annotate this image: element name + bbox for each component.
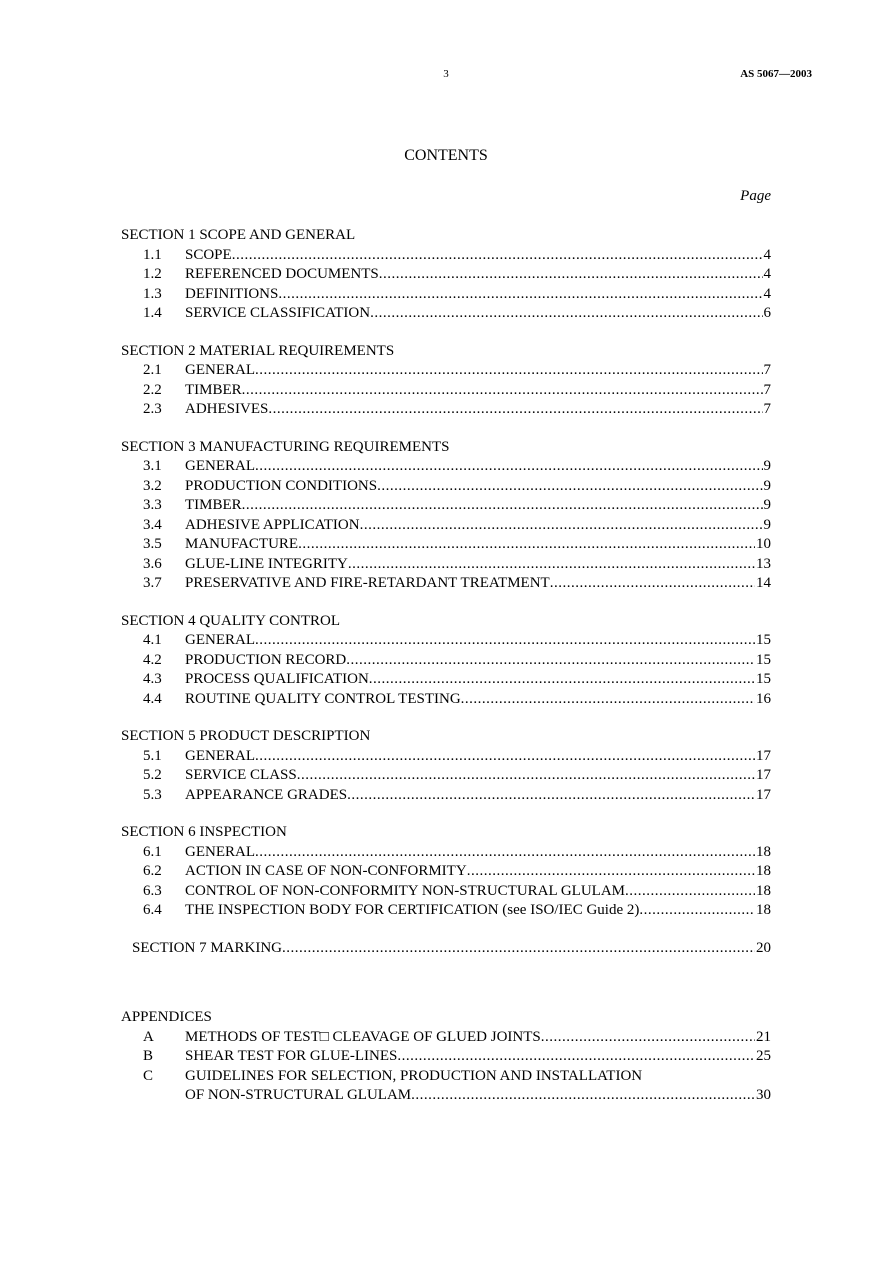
toc-entry[interactable]	[121, 574, 771, 594]
entry-label: SECTION 7 MARKING	[132, 939, 282, 956]
toc-entry[interactable]	[121, 381, 771, 401]
entry-page: 9	[763, 516, 771, 533]
leader-dots	[242, 496, 763, 516]
toc-entry[interactable]	[121, 265, 771, 285]
entry-number: 4.3	[143, 671, 162, 687]
entry-label: SERVICE CLASSIFICATION	[185, 305, 371, 321]
entry-page: 13	[756, 555, 771, 572]
leader-dots	[346, 651, 755, 671]
section-heading[interactable]: SECTION 6 INSPECTION	[121, 824, 287, 840]
page-column-label: Page	[740, 188, 771, 204]
entry-page: 15	[756, 651, 771, 668]
leader-dots	[379, 265, 763, 285]
entry-label-line-1: GUIDELINES FOR SELECTION, PRODUCTION AND INSTALLATION	[185, 1067, 643, 1084]
entry-label: ACTION IN CASE OF NON-CONFORMITY	[185, 863, 467, 879]
toc-entry[interactable]	[121, 457, 771, 477]
toc-entry[interactable]	[121, 670, 771, 690]
entry-number: 3.1	[143, 458, 162, 474]
entry-number: 1.2	[143, 266, 162, 282]
toc-entry[interactable]	[121, 304, 771, 324]
toc-entry[interactable]	[121, 477, 771, 497]
leader-dots	[282, 939, 755, 959]
leader-dots	[411, 1086, 755, 1106]
entry-page: 18	[756, 843, 771, 860]
entry-number: 2.3	[143, 401, 162, 417]
entry-label: GENERAL	[185, 843, 255, 860]
entry-page: 10	[756, 536, 771, 552]
entry-page: 4	[763, 246, 771, 263]
toc-entry[interactable]	[121, 862, 771, 882]
leader-dots	[268, 400, 762, 420]
entry-label: PRODUCTION RECORD	[185, 651, 347, 668]
entry-page: 18	[756, 882, 771, 899]
toc-entry[interactable]	[121, 766, 771, 786]
entry-label: GENERAL	[185, 747, 255, 764]
entry-number: 1.1	[143, 246, 162, 263]
toc-entry[interactable]	[121, 246, 771, 266]
toc-entry[interactable]	[121, 786, 771, 806]
entry-number: 4.2	[143, 651, 162, 668]
entry-label: SERVICE CLASS	[185, 767, 297, 783]
section-heading[interactable]: SECTION 4 QUALITY CONTROL	[121, 612, 341, 629]
entry-page: 18	[756, 863, 771, 879]
leader-dots	[625, 882, 755, 902]
entry-page: 17	[756, 767, 771, 783]
entry-label: SCOPE	[185, 246, 232, 263]
entry-label: DEFINITIONS	[185, 285, 279, 302]
entry-label: GLUE-LINE INTEGRITY	[185, 555, 348, 572]
leader-dots	[255, 631, 755, 651]
entry-page: 9	[763, 477, 771, 494]
leader-dots	[242, 381, 763, 401]
entry-page: 20	[756, 939, 771, 956]
toc-entry[interactable]	[121, 631, 771, 651]
leader-dots	[255, 361, 763, 381]
entry-label: TIMBER	[185, 497, 242, 513]
toc-entry[interactable]	[121, 516, 771, 536]
leader-dots	[461, 690, 755, 710]
toc-entry[interactable]	[121, 555, 771, 575]
toc-entry[interactable]	[121, 1047, 771, 1067]
leader-dots	[369, 670, 755, 690]
leader-dots	[297, 766, 755, 786]
entry-page: 18	[756, 902, 771, 918]
leader-dots	[377, 477, 762, 497]
entry-number: 2.1	[143, 362, 162, 378]
entry-label-line-2: OF NON-STRUCTURAL GLULAM	[185, 1087, 412, 1103]
toc-entry[interactable]	[121, 535, 771, 555]
toc-entry[interactable]	[121, 1028, 771, 1048]
entry-label: GENERAL	[185, 458, 255, 474]
entry-page: 7	[763, 362, 771, 378]
entry-page: 6	[763, 305, 771, 321]
page-title: CONTENTS	[404, 147, 488, 164]
section-heading[interactable]: SECTION 1 SCOPE AND GENERAL	[121, 227, 356, 243]
entry-label: TIMBER	[185, 381, 242, 398]
toc-entry[interactable]	[121, 361, 771, 381]
leader-dots	[255, 747, 755, 767]
entry-page: 30	[756, 1087, 771, 1103]
entry-page: 7	[763, 381, 771, 398]
entry-number: 4.4	[143, 690, 162, 707]
entry-number: A	[143, 1028, 154, 1045]
entry-number: 3.3	[143, 497, 162, 513]
entry-page: 15	[756, 632, 771, 648]
leader-dots	[255, 457, 763, 477]
leader-dots	[360, 516, 763, 536]
entry-number: 3.4	[143, 516, 162, 533]
entry-label: ROUTINE QUALITY CONTROL TESTING	[185, 690, 461, 707]
entry-number: 3.5	[143, 536, 162, 552]
entry-label: GENERAL	[185, 632, 255, 648]
toc-entry[interactable]	[121, 496, 771, 516]
leader-dots	[370, 304, 762, 324]
entry-number: 6.2	[143, 863, 162, 879]
toc-entry[interactable]	[121, 901, 771, 921]
entry-number: 2.2	[143, 381, 162, 398]
leader-dots	[550, 574, 755, 594]
entry-number: B	[143, 1048, 154, 1064]
leader-dots	[278, 285, 762, 305]
entry-label: GENERAL	[185, 362, 255, 378]
entry-page: 25	[756, 1048, 771, 1064]
entry-number: 6.1	[143, 843, 162, 860]
leader-dots	[639, 901, 755, 921]
header-page-number: 3	[443, 68, 449, 80]
toc-entry-section-7[interactable]	[121, 939, 771, 959]
appendices-heading: APPENDICES	[121, 1009, 212, 1025]
toc-entry[interactable]	[121, 747, 771, 767]
entry-number: 6.3	[143, 882, 162, 899]
entry-label: PROCESS QUALIFICATION	[185, 671, 369, 687]
entry-page: 17	[756, 786, 771, 803]
header-standard-number: AS 5067—2003	[740, 68, 812, 80]
entry-page: 4	[763, 285, 771, 302]
entry-page: 9	[763, 458, 771, 474]
entry-label: ADHESIVE APPLICATION	[185, 516, 360, 533]
toc-entry[interactable]	[121, 400, 771, 420]
entry-number: C	[143, 1067, 154, 1084]
entry-label: APPEARANCE GRADES	[185, 786, 348, 803]
leader-dots	[397, 1047, 755, 1067]
entry-label: CONTROL OF NON-CONFORMITY NON-STRUCTURAL GLULAM	[185, 882, 626, 899]
leader-dots	[298, 535, 755, 555]
leader-dots	[255, 843, 755, 863]
entry-number: 5.2	[143, 767, 162, 783]
section-heading[interactable]: SECTION 5 PRODUCT DESCRIPTION	[121, 728, 371, 744]
entry-page: 14	[756, 575, 771, 591]
entry-label: THE INSPECTION BODY FOR CERTIFICATION (see ISO/IEC Guide 2)	[185, 902, 640, 918]
entry-number: 3.6	[143, 555, 162, 572]
entry-page: 21	[756, 1028, 771, 1045]
entry-label: METHODS OF TEST□ CLEAVAGE OF GLUED JOINTS	[185, 1028, 541, 1045]
section-heading[interactable]: SECTION 2 MATERIAL REQUIREMENTS	[121, 342, 395, 359]
leader-dots	[232, 246, 763, 266]
leader-dots	[348, 555, 755, 575]
entry-number: 3.7	[143, 575, 162, 591]
entry-number: 1.4	[143, 305, 162, 321]
entry-number: 5.1	[143, 747, 162, 764]
toc-entry[interactable]	[121, 285, 771, 305]
entry-label: PRODUCTION CONDITIONS	[185, 477, 378, 494]
entry-label: PRESERVATIVE AND FIRE-RETARDANT TREATMENT	[185, 575, 550, 591]
entry-label: REFERENCED DOCUMENTS	[185, 266, 379, 282]
section-heading[interactable]: SECTION 3 MANUFACTURING REQUIREMENTS	[121, 438, 450, 455]
entry-page: 9	[763, 497, 771, 513]
entry-label: SHEAR TEST FOR GLUE-LINES	[185, 1048, 398, 1064]
toc-entry[interactable]	[121, 690, 771, 710]
toc-entry[interactable]	[121, 882, 771, 902]
entry-number: 4.1	[143, 632, 162, 648]
entry-page: 4	[763, 266, 771, 282]
entry-label: MANUFACTURE	[185, 536, 299, 552]
leader-dots	[347, 786, 755, 806]
entry-number: 6.4	[143, 902, 162, 918]
leader-dots	[541, 1028, 755, 1048]
entry-page: 15	[756, 671, 771, 687]
entry-page: 17	[756, 747, 771, 764]
toc-entry[interactable]	[121, 651, 771, 671]
leader-dots	[467, 862, 755, 882]
toc-entry-appendix-c[interactable]	[121, 1067, 771, 1106]
toc-entry[interactable]	[121, 843, 771, 863]
entry-number: 5.3	[143, 786, 162, 803]
entry-page: 16	[756, 690, 771, 707]
table-of-contents	[121, 226, 771, 1106]
entry-number: 1.3	[143, 285, 162, 302]
entry-label: ADHESIVES	[185, 401, 269, 417]
entry-page: 7	[763, 401, 771, 417]
entry-number: 3.2	[143, 477, 162, 494]
